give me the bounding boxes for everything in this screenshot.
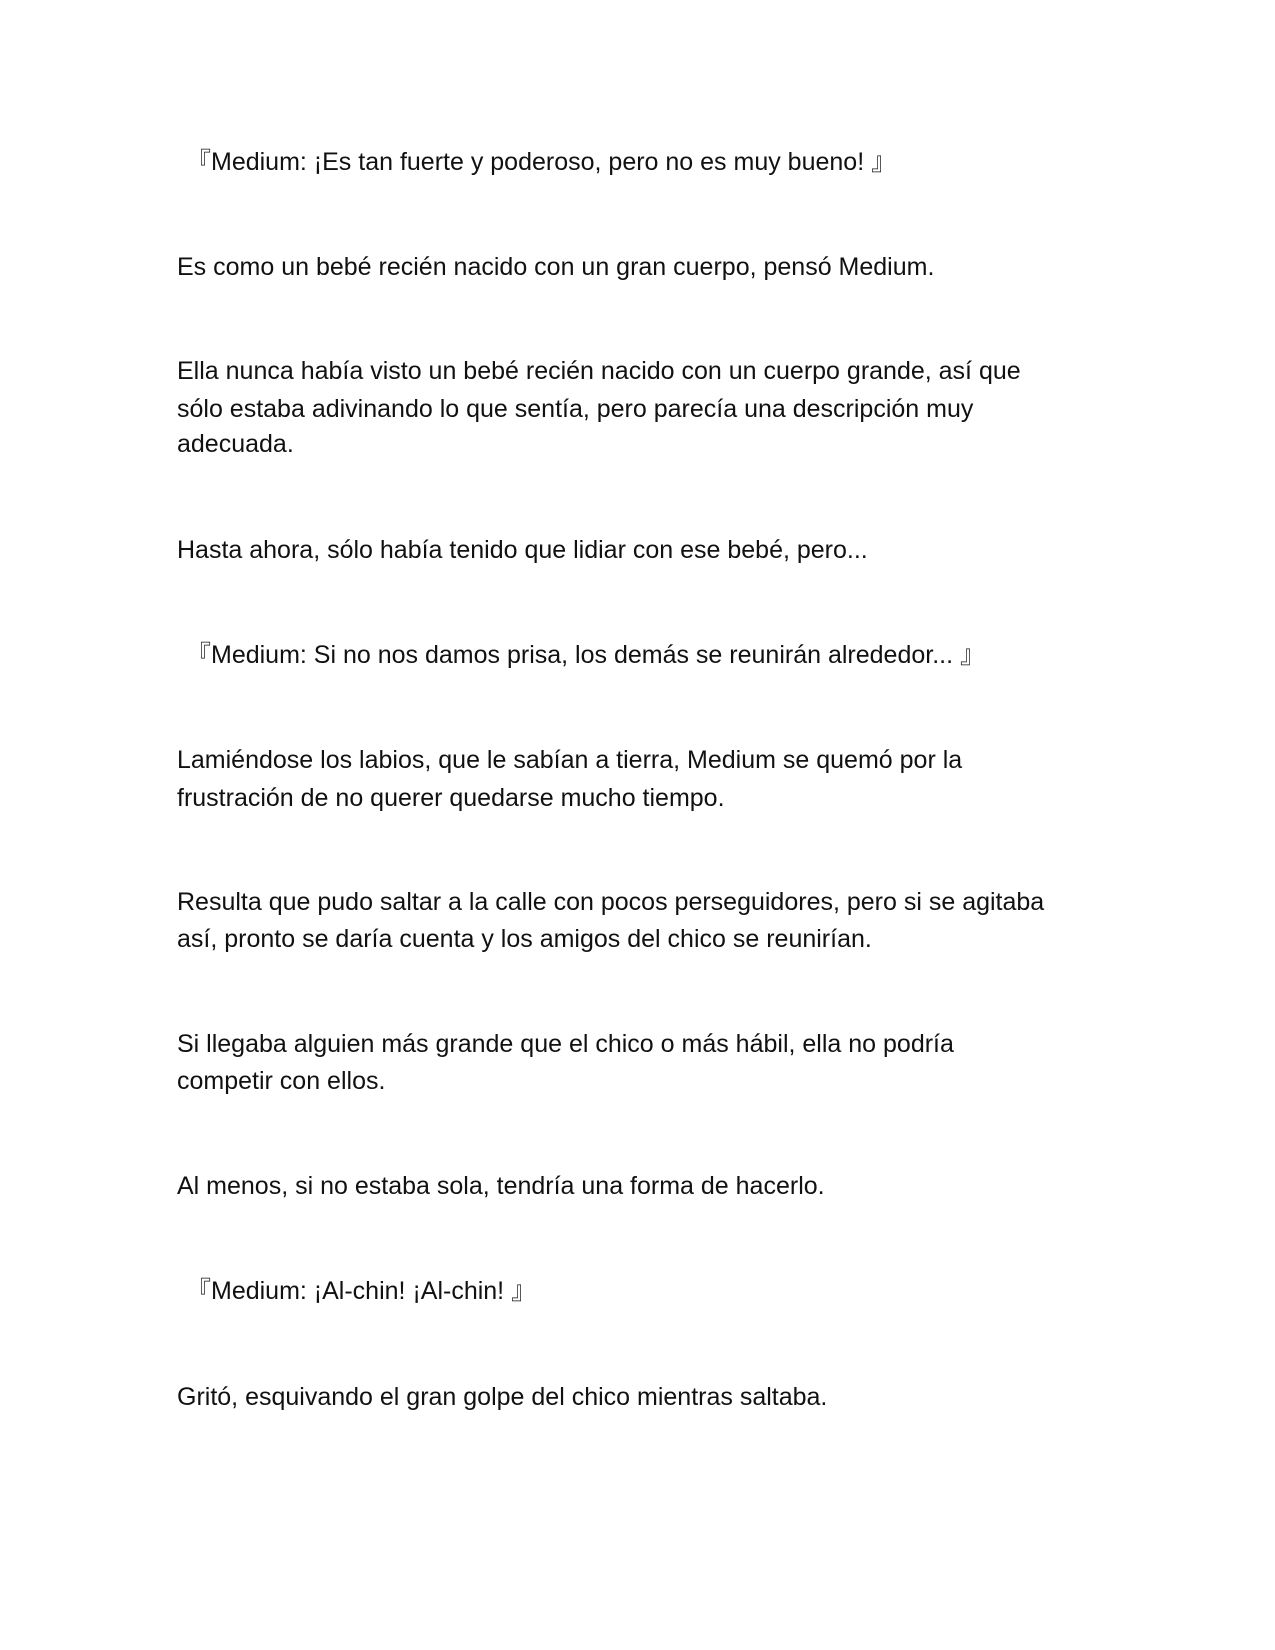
paragraph-line: Si llegaba alguien más grande que el chico o más hábil, ella no podría bbox=[177, 1030, 954, 1058]
dialogue-line: 『Medium: ¡Al-chin! ¡Al-chin! 』 bbox=[186, 1277, 537, 1305]
paragraph-line: frustración de no querer quedarse mucho tiempo. bbox=[177, 784, 725, 812]
paragraph-line: Es como un bebé recién nacido con un gran cuerpo, pensó Medium. bbox=[177, 253, 935, 281]
paragraph-line: Ella nunca había visto un bebé recién nacido con un cuerpo grande, así que bbox=[177, 357, 1021, 385]
paragraph-line: adecuada. bbox=[177, 430, 294, 458]
paragraph-line: Lamiéndose los labios, que le sabían a tierra, Medium se quemó por la bbox=[177, 746, 963, 774]
paragraph-line: Gritó, esquivando el gran golpe del chico mientras saltaba. bbox=[177, 1383, 828, 1411]
paragraph-line: Al menos, si no estaba sola, tendría una forma de hacerlo. bbox=[177, 1172, 825, 1200]
paragraph-line: sólo estaba adivinando lo que sentía, pero parecía una descripción muy bbox=[177, 395, 974, 423]
dialogue-line: 『Medium: Si no nos damos prisa, los demás se reunirán alrededor... 』 bbox=[186, 641, 985, 669]
dialogue-line: 『Medium: ¡Es tan fuerte y poderoso, pero no es muy bueno! 』 bbox=[186, 148, 897, 176]
paragraph-line: competir con ellos. bbox=[177, 1067, 386, 1095]
paragraph-line: así, pronto se daría cuenta y los amigos del chico se reunirían. bbox=[177, 925, 872, 953]
paragraph-line: Hasta ahora, sólo había tenido que lidiar con ese bebé, pero... bbox=[177, 536, 868, 564]
paragraph-line: Resulta que pudo saltar a la calle con pocos perseguidores, pero si se agitaba bbox=[177, 888, 1045, 916]
